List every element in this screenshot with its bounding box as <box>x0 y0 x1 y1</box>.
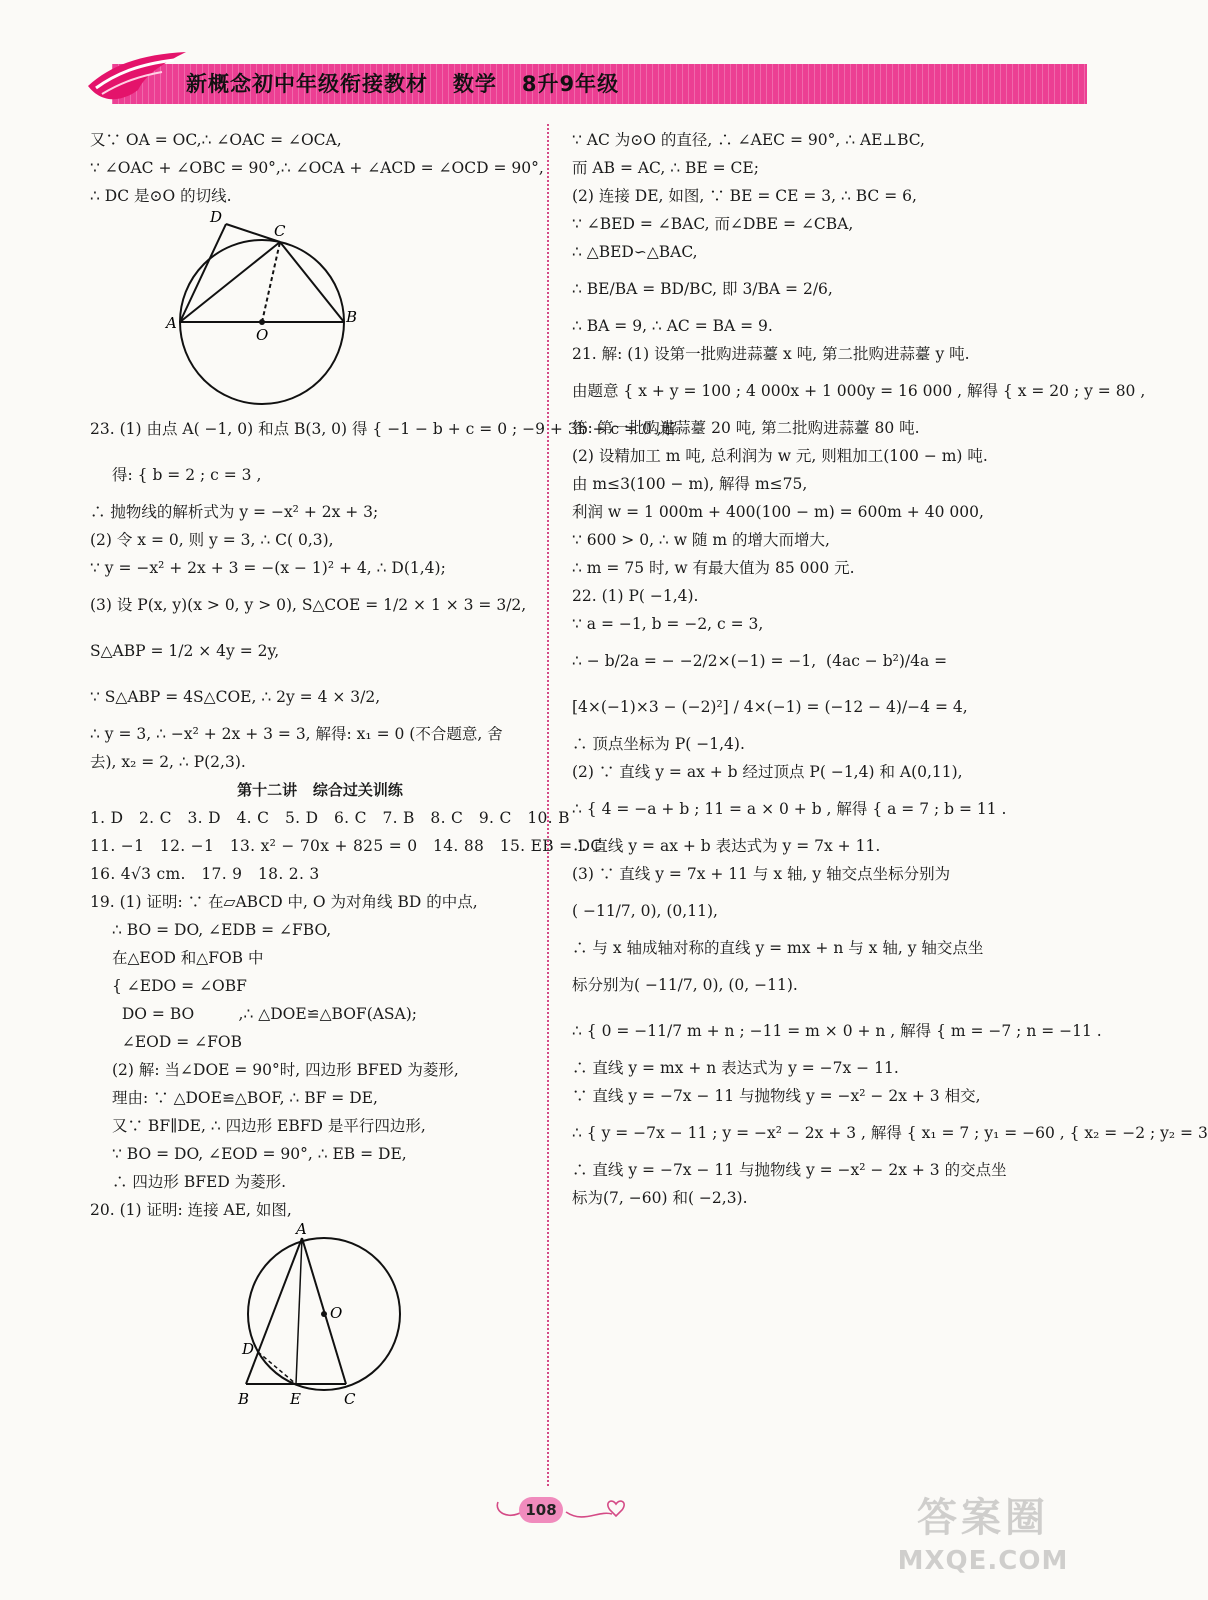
text-line: (2) ∵ 直线 y = ax + b 经过顶点 P( −1,4) 和 A(0,11), <box>572 763 963 781</box>
text-line: ∠EOD = ∠FOB <box>112 1033 242 1051</box>
text-line: ∵ S△ABP = 4S△COE, ∴ 2y = 4 × 3/2, <box>90 688 381 706</box>
text-line: ∴ DC 是⊙O 的切线. <box>90 187 232 205</box>
label-e: E <box>290 1390 301 1408</box>
text-line: 又∵ OA = OC,∴ ∠OAC = ∠OCA, <box>90 131 342 149</box>
label-o: O <box>256 326 269 344</box>
text-line: ( −11/7, 0), (0,11), <box>572 902 718 920</box>
segment-de <box>258 1352 296 1384</box>
section-heading: 第十二讲 综合过关训练 <box>237 781 403 799</box>
text-line: ∴ 与 x 轴成轴对称的直线 y = mx + n 与 x 轴, y 轴交点坐 <box>572 939 984 957</box>
circle-tangent-figure <box>90 210 390 406</box>
segment-ae <box>296 1238 302 1384</box>
text-line: ∴ BE/BA = BD/BC, 即 3/BA = 2/6, <box>572 280 833 298</box>
text-line: ∵ BO = DO, ∠EOD = 90°, ∴ EB = DE, <box>112 1145 407 1163</box>
text-line: 而 AB = AC, ∴ BE = CE; <box>572 159 759 177</box>
text-line: ∴ BO = DO, ∠EDB = ∠FBO, <box>112 921 332 939</box>
text-line: 答: 第一批购进蒜薹 20 吨, 第二批购进蒜薹 80 吨. <box>572 419 920 437</box>
label-o: O <box>330 1304 343 1322</box>
swirl-heart-decoration-icon <box>488 1490 648 1530</box>
text-line: 20. (1) 证明: 连接 AE, 如图, <box>90 1201 292 1219</box>
watermark-logo-text: 答案圈 <box>917 1495 1049 1541</box>
text-line: ∴ { 0 = −11/7 m + n ; −11 = m × 0 + n , 解得 { m = −7 ; n = −11 . <box>572 1022 1102 1040</box>
segment-ab <box>246 1238 302 1384</box>
text-line: ∴ 直线 y = mx + n 表达式为 y = −7x − 11. <box>572 1059 899 1077</box>
label-a: A <box>296 1220 307 1238</box>
text-line: (2) 令 x = 0, 则 y = 3, ∴ C( 0,3), <box>90 531 334 549</box>
text-line: (2) 连接 DE, 如图, ∵ BE = CE = 3, ∴ BC = 6, <box>572 187 917 205</box>
text-line: ∵ 直线 y = −7x − 11 与抛物线 y = −x² − 2x + 3 相交, <box>572 1087 981 1105</box>
label-d: D <box>210 208 223 226</box>
text-line: 标为(7, −60) 和( −2,3). <box>572 1189 748 1207</box>
text-line: 由 m≤3(100 − m), 解得 m≤75, <box>572 475 808 493</box>
text-line: (2) 设精加工 m 吨, 总利润为 w 元, 则粗加工(100 − m) 吨. <box>572 447 988 465</box>
text-line: ∴ BA = 9, ∴ AC = BA = 9. <box>572 317 773 335</box>
text-line: ∴ y = 3, ∴ −x² + 2x + 3 = 3, 解得: x₁ = 0 (不合题意, 舍 <box>90 725 503 743</box>
text-line: ∴ − b/2a = − −2/2×(−1) = −1, (4ac − b²)/4a = <box>572 652 948 670</box>
answer-line: 1. D 2. C 3. D 4. C 5. D 6. C 7. B 8. C 9. C 10. B <box>90 809 570 827</box>
text-line: ∴ 顶点坐标为 P( −1,4). <box>572 735 745 753</box>
label-a: A <box>166 314 177 332</box>
text-line: S△ABP = 1/2 × 4y = 2y, <box>90 642 280 660</box>
text-line: 21. 解: (1) 设第一批购进蒜薹 x 吨, 第二批购进蒜薹 y 吨. <box>572 345 970 363</box>
label-b: B <box>346 308 358 326</box>
text-line: ∵ 600 > 0, ∴ w 随 m 的增大而增大, <box>572 531 830 549</box>
text-line: { ∠EDO = ∠OBF <box>112 977 247 995</box>
text-line: ∵ ∠BED = ∠BAC, 而∠DBE = ∠CBA, <box>572 215 854 233</box>
page-number: 108 <box>519 1497 563 1523</box>
text-line: 22. (1) P( −1,4). <box>572 587 699 605</box>
label-c: C <box>344 1390 356 1408</box>
label-c: C <box>274 222 286 240</box>
text-line: ∵ a = −1, b = −2, c = 3, <box>572 615 764 633</box>
text-line: ∴ m = 75 时, w 有最大值为 85 000 元. <box>572 559 855 577</box>
segment-dc <box>226 224 280 242</box>
text-line: ∴ { y = −7x − 11 ; y = −x² − 2x + 3 , 解得 { x₁ = 7 ; y₁ = −60 , { x₂ = −2 ; y₂ = 3 <box>572 1124 1208 1142</box>
segment-ad <box>180 224 226 322</box>
text-line: 理由: ∵ △DOE≌△BOF, ∴ BF = DE, <box>112 1089 378 1107</box>
center-dot <box>259 319 265 325</box>
text-line: 利润 w = 1 000m + 400(100 − m) = 600m + 40 000, <box>572 503 984 521</box>
text-line: ∴ △BED∽△BAC, <box>572 243 698 261</box>
column-divider <box>547 124 549 1486</box>
segment-ac <box>180 242 280 322</box>
center-dot <box>321 1311 327 1317</box>
isosceles-circle-figure <box>90 1220 530 1410</box>
answer-line: 11. −1 12. −1 13. x² − 70x + 825 = 0 14. 88 15. EB = DC <box>90 837 603 855</box>
text-line: ∴ 直线 y = ax + b 表达式为 y = 7x + 11. <box>572 837 881 855</box>
text-line: ∴ 四边形 BFED 为菱形. <box>112 1173 287 1191</box>
watermark-url: MXQE.COM <box>897 1546 1069 1576</box>
text-line: 去), x₂ = 2, ∴ P(2,3). <box>90 753 246 771</box>
text-line: ∵ ∠OAC + ∠OBC = 90°,∴ ∠OCA + ∠ACD = ∠OCD = 90°, <box>90 159 544 177</box>
text-line: (3) ∵ 直线 y = 7x + 11 与 x 轴, y 轴交点坐标分别为 <box>572 865 951 883</box>
text-line: ∴ { 4 = −a + b ; 11 = a × 0 + b , 解得 { a = 7 ; b = 11 . <box>572 800 1007 818</box>
text-line: 由题意 { x + y = 100 ; 4 000x + 1 000y = 16 000 , 解得 { x = 20 ; y = 80 , <box>572 382 1146 400</box>
text-line: (2) 解: 当∠DOE = 90°时, 四边形 BFED 为菱形, <box>112 1061 459 1079</box>
text-line: 得: { b = 2 ; c = 3 , <box>112 466 262 484</box>
header-title: 新概念初中年级衔接教材 数学 8升9年级 <box>186 72 620 96</box>
right-column <box>572 126 1208 1212</box>
text-line: 标分别为( −11/7, 0), (0, −11). <box>572 976 798 994</box>
text-line: [4×(−1)×3 − (−2)²] / 4×(−1) = (−12 − 4)/−4 = 4, <box>572 698 968 716</box>
label-b: B <box>238 1390 250 1408</box>
text-line: 19. (1) 证明: ∵ 在▱ABCD 中, O 为对角线 BD 的中点, <box>90 893 478 911</box>
text-line: 在△EOD 和△FOB 中 <box>112 949 264 967</box>
text-line: ∴ 抛物线的解析式为 y = −x² + 2x + 3; <box>90 503 379 521</box>
text-line: (3) 设 P(x, y)(x > 0, y > 0), S△COE = 1/2 × 1 × 3 = 3/2, <box>90 596 527 614</box>
text-line: 又∵ BF∥DE, ∴ 四边形 EBFD 是平行四边形, <box>112 1117 426 1135</box>
text-line: 23. (1) 由点 A( −1, 0) 和点 B(3, 0) 得 { −1 − b + c = 0 ; −9 + 3b + c = 0 ,解 <box>90 420 678 438</box>
ribbon-logo-icon <box>82 44 192 116</box>
text-line: ∵ AC 为⊙O 的直径, ∴ ∠AEC = 90°, ∴ AE⊥BC, <box>572 131 925 149</box>
text-line: ∵ y = −x² + 2x + 3 = −(x − 1)² + 4, ∴ D(1,4); <box>90 559 446 577</box>
label-d: D <box>242 1340 255 1358</box>
text-line: ∴ 直线 y = −7x − 11 与抛物线 y = −x² − 2x + 3 的交点坐 <box>572 1161 1007 1179</box>
text-line: DO = BO ,∴ △DOE≌△BOF(ASA); <box>112 1005 418 1023</box>
watermark <box>888 1482 1078 1592</box>
answer-line: 16. 4√3 cm. 17. 9 18. 2. 3 <box>90 865 320 883</box>
